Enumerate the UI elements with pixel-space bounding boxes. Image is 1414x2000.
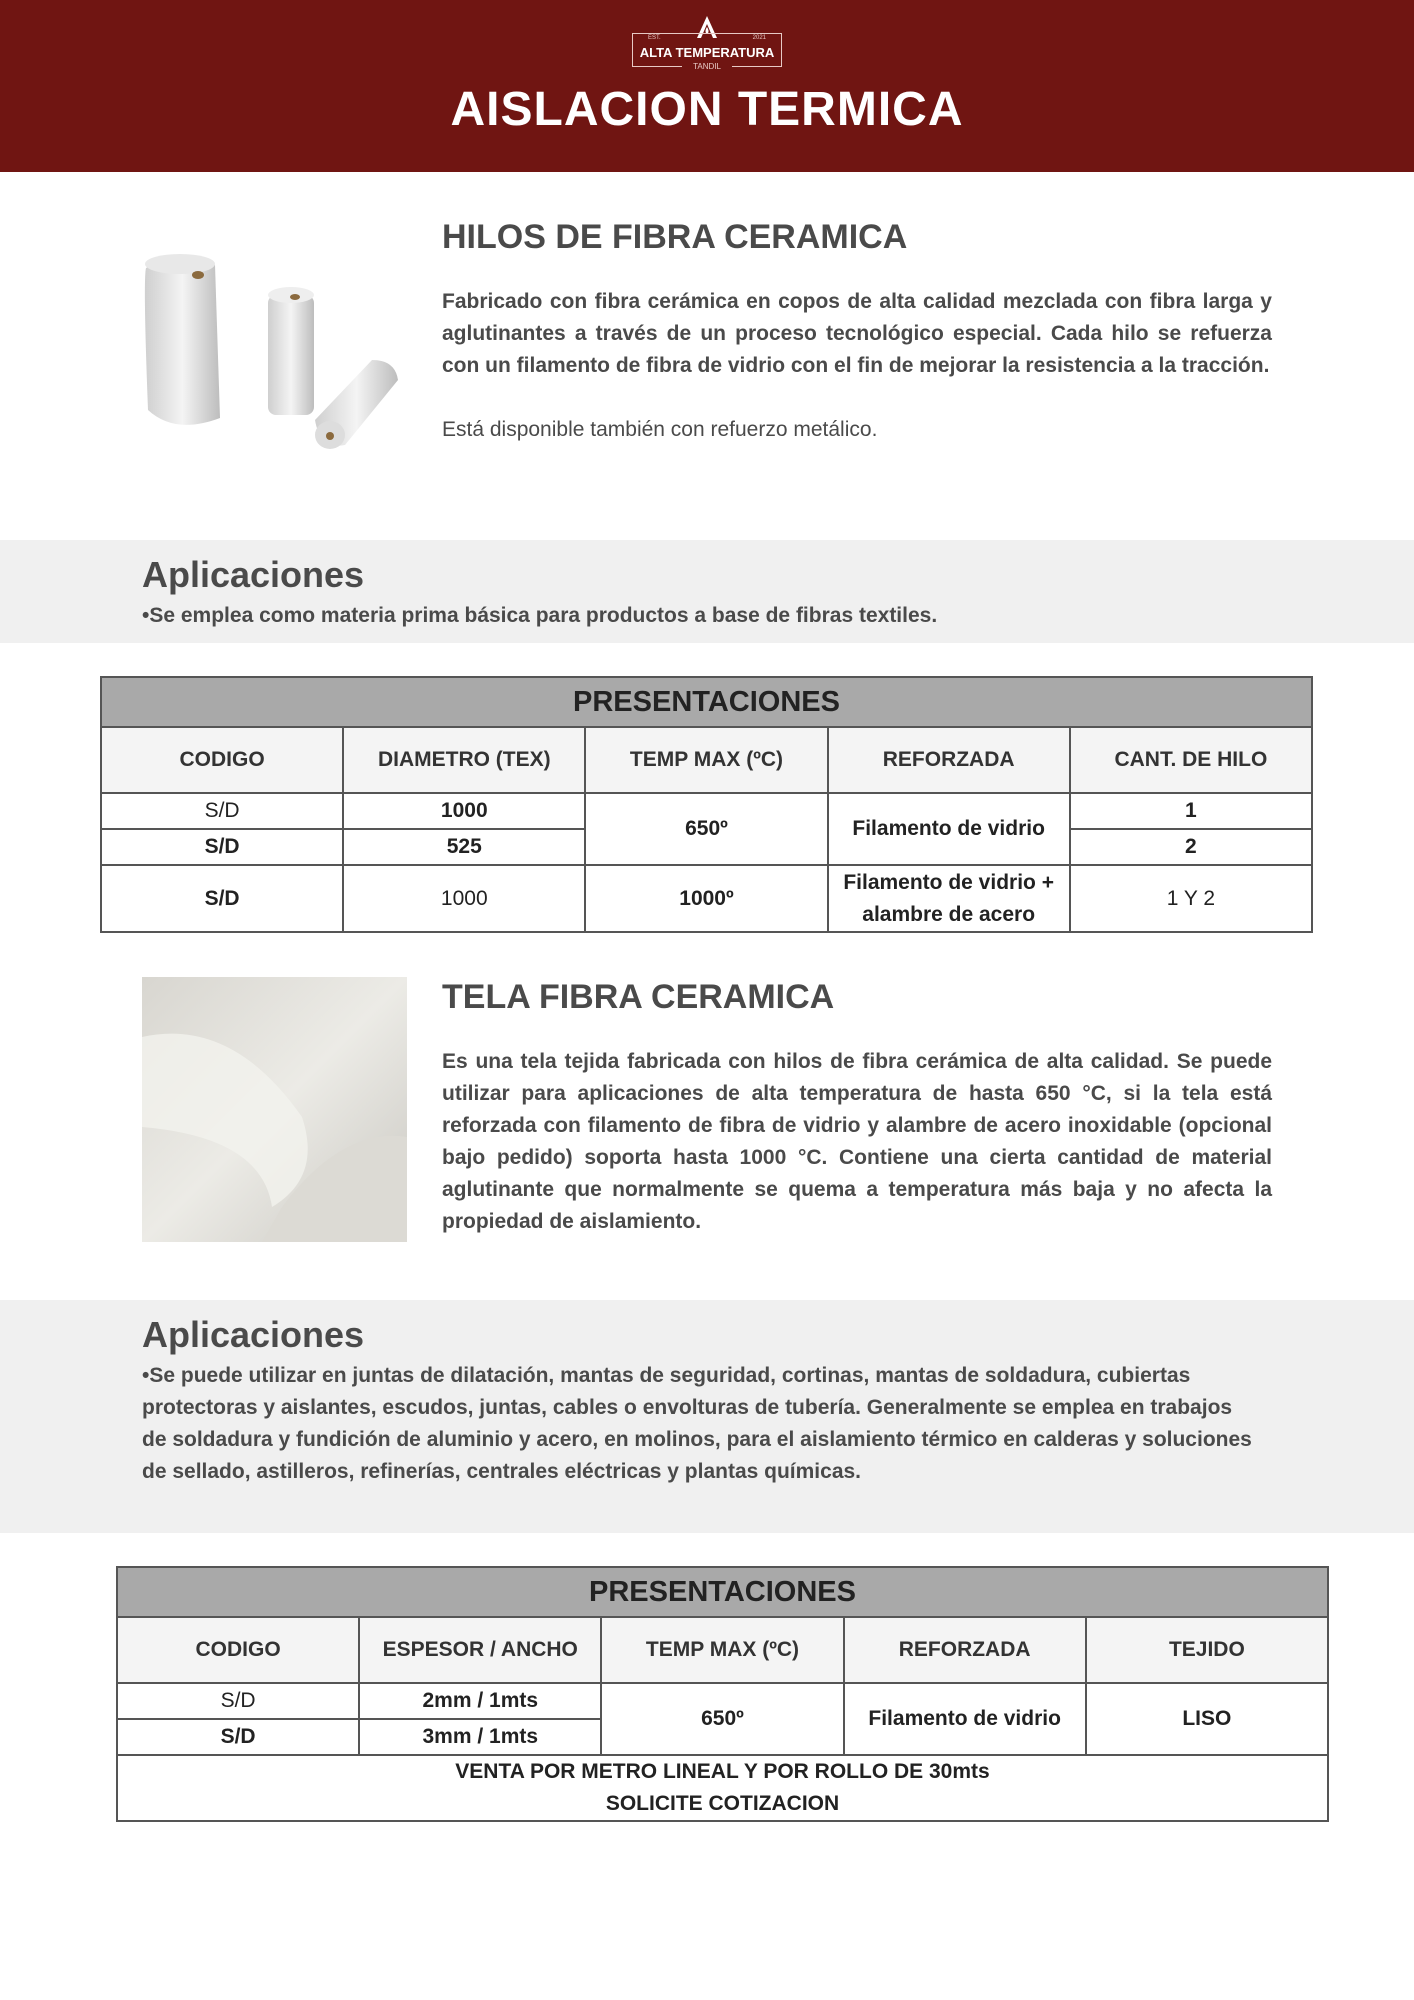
column-header: REFORZADA xyxy=(844,1617,1086,1683)
product-title-hilos: HILOS DE FIBRA CERAMICA xyxy=(442,218,908,256)
presentations-table-hilos xyxy=(100,676,1313,933)
product-description-hilos: Fabricado con fibra cerámica en copos de alta calidad mezclada con fibra larga y aglutinantes a través de un proceso tecnológico especial. Cada hilo se refuerza con un filamento de fibra de vidrio con el fin de mejorar la resistencia a la tracción. xyxy=(442,290,1272,377)
applications-section-hilos xyxy=(0,540,1414,643)
table-row: S/D 3mm / 1mts xyxy=(117,1719,1328,1755)
product-title-tela: TELA FIBRA CERAMICA xyxy=(442,978,835,1016)
applications-title: Aplicaciones xyxy=(142,1314,365,1355)
page-title: AISLACION TERMICA xyxy=(450,83,964,136)
column-header: CANT. DE HILO xyxy=(1070,727,1312,793)
product-description-tela: Es una tela tejida fabricada con hilos de fibra cerámica de alta calidad. Se puede utilizar para aplicaciones de alta temperatura de hasta 650 °C, si la tela está reforzada con filamento de fibra de vidrio y alambre de acero inoxidable (opcional bajo pedido) soporta hasta 1000 °C. Contiene una cierta cantidad de material aglutinante que normalmente se quema a temperatura más baja y no afecta la propiedad de aislamiento. xyxy=(442,1050,1272,1233)
column-header: TEJIDO xyxy=(1086,1617,1328,1683)
table-title: PRESENTACIONES xyxy=(117,1567,1328,1617)
applications-title: Aplicaciones xyxy=(142,554,365,595)
column-header: CODIGO xyxy=(101,727,343,793)
table-row: S/D 2mm / 1mts 650º Filamento de vidrio LISO xyxy=(117,1683,1328,1719)
table-title: PRESENTACIONES xyxy=(101,677,1312,727)
applications-text: •Se emplea como materia prima básica para productos a base de fibras textiles. xyxy=(142,604,938,627)
product-note-hilos: Está disponible también con refuerzo metálico. xyxy=(442,418,878,441)
ceramic-fabric-image xyxy=(142,977,407,1242)
column-header: DIAMETRO (TEX) xyxy=(343,727,585,793)
ceramic-yarn-spools-image xyxy=(140,250,405,455)
presentations-table-tela xyxy=(116,1566,1329,1822)
column-header: REFORZADA xyxy=(828,727,1070,793)
applications-text: •Se puede utilizar en juntas de dilatación, mantas de seguridad, cortinas, mantas de soldadura, cubiertas protectoras y aislantes, escudos, juntas, cables o envolturas de tubería. Generalmente se emplea en trabajos de soldadura y fundición de aluminio y acero, en molinos, para el aislamiento térmico en calderas y soluciones de sellado, astilleros, refinerías, centrales eléctricas y plantas químicas. xyxy=(142,1364,1252,1483)
quote-note: SOLICITE COTIZACION xyxy=(605,1792,840,1815)
table-row: S/D 1000 650º Filamento de vidrio 1 xyxy=(101,793,1312,829)
brand-logo: EST. 2021 ALTA TEMPERATURA TANDIL xyxy=(632,15,782,71)
table-row: S/D 1000 1000º Filamento de vidrio + alambre de acero 1 Y 2 xyxy=(101,865,1312,932)
table-footer xyxy=(117,1755,1328,1821)
column-header: TEMP MAX (ºC) xyxy=(585,727,827,793)
table-row: S/D 525 2 xyxy=(101,829,1312,865)
header-banner xyxy=(0,0,1414,172)
column-header: CODIGO xyxy=(117,1617,359,1683)
column-header: ESPESOR / ANCHO xyxy=(359,1617,601,1683)
sales-note: VENTA POR METRO LINEAL Y POR ROLLO DE 30mts xyxy=(455,1760,990,1783)
applications-section-tela xyxy=(0,1300,1414,1533)
column-header: TEMP MAX (ºC) xyxy=(601,1617,843,1683)
